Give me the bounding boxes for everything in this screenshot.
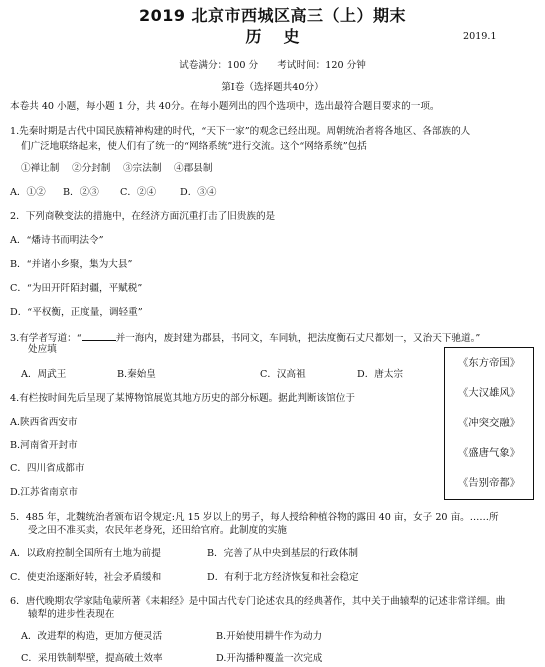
- exam-title: 2019 北京市西城区高三（上）期末: [138, 6, 407, 25]
- q6-stem-line1: 6．唐代晚期农学家陆龟蒙所著《耒耜经》是中国古代专门论述农具的经典著作，其中关于曲辕犁的记述非常详细。曲: [10, 596, 506, 607]
- q5-option-a: A．以政府控制全国所有土地为前提: [10, 548, 161, 559]
- exam-subject: 历史: [245, 27, 322, 46]
- q2-option-c: C．“为田开阡陌封疆，平赋税”: [10, 283, 143, 294]
- q6-stem-line2: 辕犁的进步性表现在: [28, 609, 115, 620]
- q1-option-a: A．①②: [10, 187, 46, 198]
- q6-option-c: C．采用铁制犁壁，提高破土效率: [21, 653, 163, 664]
- exam-date: 2019.1: [463, 31, 497, 42]
- q6-option-a: A．改进犁的构造，更加方便灵活: [21, 631, 163, 642]
- q3-option-c: C．汉高祖: [260, 369, 306, 380]
- section-intro: 本卷共 40 小题，每小题 1 分，共 40分。在每小题列出的四个选项中，选出最符合题目要求的一项。: [10, 101, 440, 112]
- q1-items: ①禅让制 ②分封制 ③宗法制 ④郡县制: [21, 163, 213, 174]
- q3-stem-line1: [10, 331, 480, 345]
- q3-stem-line2: 处应填: [28, 344, 57, 355]
- exam-meta: 试卷满分：100 分 考试时间：120 分钟: [179, 60, 366, 71]
- exhibition-title-4: 《盛唐气象》: [457, 447, 521, 459]
- exhibition-title-1: 《东方帝国》: [457, 357, 521, 369]
- q3-stem-prefix: 3.有学者写道：“: [10, 333, 82, 344]
- q1-stem-line1: 1.先秦时期是古代中国民族精神构建的时代，“天下一家”的观念已经出现。周朝统治者将各地区、各部族的人: [10, 126, 471, 137]
- q1-option-b: B．②③: [63, 187, 99, 198]
- q5-stem-line2: 受之田不准买卖，农民年老身死，还田给官府。此制度的实施: [28, 525, 288, 536]
- q5-option-c: C．使吏治逐渐好转，社会矛盾缓和: [10, 572, 162, 583]
- q4-option-a: A.陕西省西安市: [10, 417, 78, 428]
- q5-option-d: D．有利于北方经济恢复和社会稳定: [207, 572, 359, 583]
- q3-stem-suffix: 并一海内，废封建为郡县，书同文，车同轨，把法度衡石丈尺都划一，又治天下驰道。”: [115, 333, 481, 344]
- q3-option-d: D．唐太宗: [357, 369, 404, 380]
- q4-option-c: C．四川省成都市: [10, 463, 85, 474]
- q1-stem-line2: 们广泛地联络起来，使人们有了统一的“网络系统”进行交流。这个“网络系统”包括: [21, 141, 367, 152]
- q2-option-d: D．“平权衡，正度量，调轻重”: [10, 307, 143, 318]
- q4-stem: 4.有栏按时间先后呈现了某博物馆展览其地方历史的部分标题。据此判断该馆位于: [10, 393, 355, 404]
- q6-option-b: B.开始使用耕牛作为动力: [216, 631, 323, 642]
- q4-option-d: D.江苏省南京市: [10, 487, 78, 498]
- exhibition-title-2: 《大汉雄风》: [457, 387, 521, 399]
- q2-stem: 2．下列商鞅变法的措施中，在经济方面沉重打击了旧贵族的是: [10, 211, 276, 222]
- q2-option-b: B．“并诸小乡聚，集为大县”: [10, 259, 133, 270]
- q5-stem-line1: 5．485 年，北魏统治者颁布诏令规定:凡 15 岁以上的男子，每人授给种植谷物的露田 40 亩，女子 20 亩。……所: [10, 512, 499, 523]
- q3-option-a: A．周武王: [21, 369, 67, 380]
- q2-option-a: A．“燔诗书而明法令”: [10, 235, 104, 246]
- exhibition-title-5: 《告别帝都》: [457, 477, 521, 489]
- q3-answer-blank: [82, 331, 116, 341]
- q6-option-d: D.开沟播种覆盖一次完成: [216, 653, 323, 664]
- exhibition-titles-box: [444, 347, 534, 500]
- q1-option-c: C．②④: [120, 187, 157, 198]
- section-heading: 第Ⅰ卷（选择题共40分）: [221, 82, 324, 93]
- q3-option-b: B.秦始皇: [117, 369, 156, 380]
- exhibition-title-3: 《冲突交融》: [457, 417, 521, 429]
- q5-option-b: B．完善了从中央到基层的行政体制: [207, 548, 358, 559]
- q4-option-b: B.河南省开封市: [10, 440, 78, 451]
- q1-option-d: D．③④: [180, 187, 217, 198]
